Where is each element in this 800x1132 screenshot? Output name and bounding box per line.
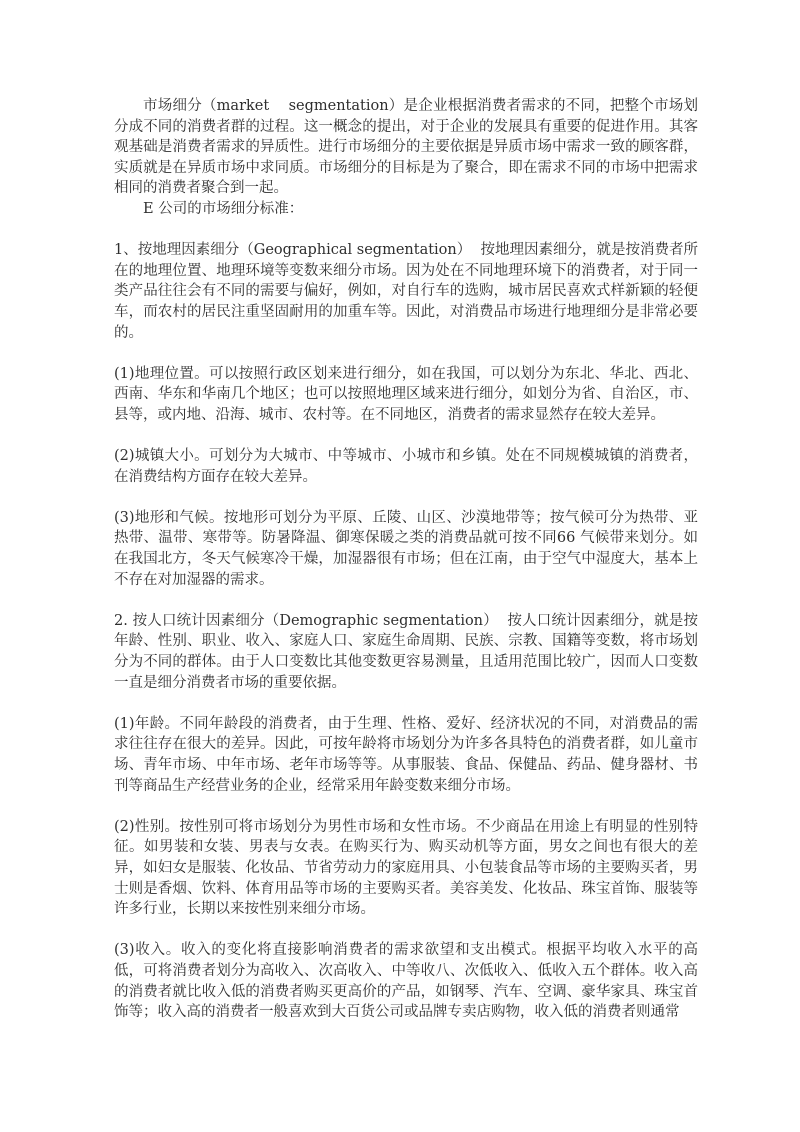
document-content	[114, 96, 698, 1023]
paragraph-town-size: (2)城镇大小。可划分为大城市、中等城市、小城市和乡镇。处在不同规模城镇的消费者，在消费结构方面存在较大差异。	[114, 448, 698, 485]
paragraph-standards-heading: E 公司的市场细分标准：	[143, 200, 304, 217]
paragraph-gender: (2)性别。按性别可将市场划分为男性市场和女性市场。不少商品在用途上有明显的性别特征。如男装和女装、男表与女表。在购买行为、购买动机等方面，男女之间也有很大的差异，如妇女是服装、化妆品、节省劳动力的家庭用具、小包装食品等市场的主要购买者，男士则是香烟、饮料、体育用品等市场的主要购买者。美容美发、化妆品、珠宝首饰、服装等许多行业，长期以来按性别来细分市场。	[114, 818, 698, 918]
paragraph-geographical-segmentation: 1、按地理因素细分（Geographical segmentation） 按地理因素细分，就是按消费者所在的地理位置、地理环境等变数来细分市场。因为处在不同地理环境下的消费者，对于同一类产品往往会有不同的需要与偏好，例如，对自行车的选购，城市居民喜欢式样新颖的轻便车，而农村的居民注重坚固耐用的加重车等。因此，对消费品市场进行地理细分是非常必要的。	[114, 242, 698, 341]
paragraph-geo-location: (1)地理位置。可以按照行政区划来进行细分，如在我国，可以划分为东北、华北、西北、西南、华东和华南几个地区；也可以按照地理区域来进行细分，如划分为省、自治区，市、县等，或内地、沿海、城市、农村等。在不同地区，消费者的需求显然存在较大差异。	[114, 365, 698, 423]
paragraph-terrain-climate: (3)地形和气候。按地形可划分为平原、丘陵、山区、沙漠地带等；按气候可分为热带、亚热带、温带、寒带等。防暑降温、御寒保暖之类的消费品就可按不同66 气候带来划分。如在我国北方，冬天气候寒冷干燥，加湿器很有市场；但在江南，由于空气中湿度大，基本上不存在对加湿器的需求。	[114, 509, 698, 588]
paragraph-income: (3)收入。收入的变化将直接影响消费者的需求欲望和支出模式。根据平均收入水平的高低，可将消费者划分为高收入、次高收入、中等收八、次低收入、低收入五个群体。收入高的消费者就比收入低的消费者购买更高价的产品，如钢琴、汽车、空调、豪华家具、珠宝首饰等；收入高的消费者一般喜欢到大百货公司或品牌专卖店购物，收入低的消费者则通常	[114, 942, 698, 1021]
paragraph-intro: 市场细分（market segmentation）是企业根据消费者需求的不同，把整个市场划分成不同的消费者群的过程。这一概念的提出，对于企业的发展具有重要的促进作用。其客观基础是消费者需求的异质性。进行市场细分的主要依据是异质市场中需求一致的顾客群，实质就是在异质市场中求同质。市场细分的目标是为了聚合，即在需求不同的市场中把需求相同的消费者聚合到一起。	[114, 98, 698, 197]
paragraph-demographic-segmentation: 2. 按人口统计因素细分（Demographic segmentation） 按人口统计因素细分，就是按年龄、性别、职业、收入、家庭人口、家庭生命周期、民族、宗教、国籍等变数，将市场划分为不同的群体。由于人口变数比其他变数更容易测量，且适用范围比较广，因而人口变数一直是细分消费者市场的重要依据。	[114, 612, 698, 691]
paragraph-age: (1)年龄。不同年龄段的消费者，由于生理、性格、爱好、经济状况的不同，对消费品的需求往往存在很大的差异。因此，可按年龄将市场划分为许多各具特色的消费者群，如儿童市场、青年市场、中年市场、老年市场等等。从事服装、食品、保健品、药品、健身器材、书刊等商品生产经营业务的企业，经常采用年龄变数来细分市场。	[114, 715, 698, 794]
